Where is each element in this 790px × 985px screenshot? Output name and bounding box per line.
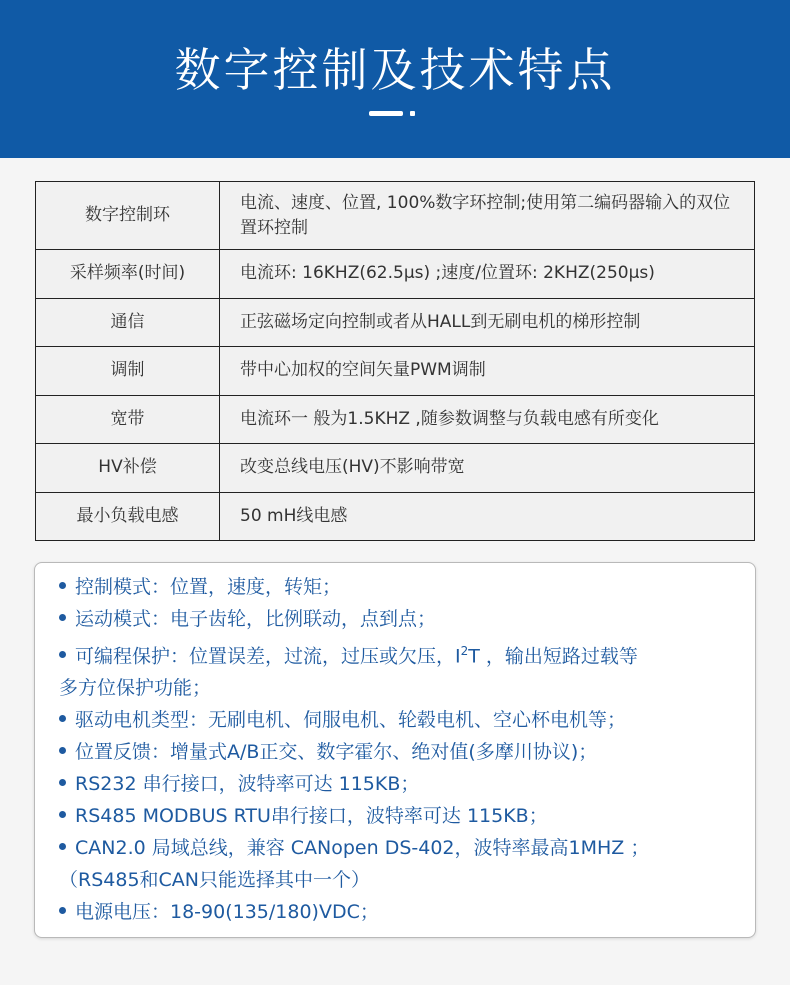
row-value: 正弦磁场定向控制或者从HALL到无刷电机的梯形控制 xyxy=(220,298,755,347)
bullet-icon xyxy=(59,582,66,589)
feature-text-continued: （RS485和CAN只能选择其中一个） xyxy=(59,869,371,892)
feature-text: 位置反馈：增量式A/B正交、数字霍尔、绝对值(多摩川协议)； xyxy=(75,741,598,764)
feature-text: 可编程保护：位置误差，过流，过压或欠压，I xyxy=(75,645,461,668)
feature-text-continued: 多方位保护功能； xyxy=(59,677,212,700)
bullet-icon xyxy=(59,843,66,850)
row-label: 通信 xyxy=(36,298,220,347)
row-value: 带中心加权的空间矢量PWM调制 xyxy=(220,347,755,396)
row-label: 数字控制环 xyxy=(36,182,220,250)
feature-text: RS232 串行接口，波特率可达 115KB； xyxy=(75,773,420,796)
table-row xyxy=(36,182,755,250)
spec-table xyxy=(35,181,755,541)
list-item xyxy=(59,768,737,800)
page-title: 数字控制及技术特点 xyxy=(174,43,616,97)
row-value: 改变总线电压(HV)不影响带宽 xyxy=(220,444,755,493)
row-label: 采样频率(时间) xyxy=(36,250,220,299)
title-underline-dot xyxy=(410,111,415,116)
list-item xyxy=(59,896,737,928)
bullet-icon xyxy=(59,811,66,818)
row-value: 电流环: 16KHZ(62.5μs) ;速度/位置环: 2KHZ(250μs) xyxy=(220,250,755,299)
row-label: 调制 xyxy=(36,347,220,396)
feature-text: 电源电压：18-90(135/180)VDC； xyxy=(75,901,379,924)
list-item xyxy=(59,800,737,832)
bullet-icon xyxy=(59,614,66,621)
row-value: 50 mH线电感 xyxy=(220,492,755,541)
feature-text: T ，输出短路过载等 xyxy=(468,645,638,668)
bullet-icon xyxy=(59,715,66,722)
row-label: 宽带 xyxy=(36,395,220,444)
feature-text: CAN2.0 局域总线，兼容 CANopen DS-402，波特率最高1MHZ ； xyxy=(75,837,650,860)
table-row xyxy=(36,347,755,396)
row-label: HV补偿 xyxy=(36,444,220,493)
title-underline xyxy=(369,111,403,116)
list-item xyxy=(59,704,737,736)
list-item xyxy=(59,832,737,896)
table-row xyxy=(36,298,755,347)
row-value: 电流、速度、位置, 100%数字环控制;使用第二编码器输入的双位置环控制 xyxy=(220,182,755,250)
list-item xyxy=(59,635,737,704)
list-item xyxy=(59,736,737,768)
superscript: 2 xyxy=(460,644,469,658)
feature-text: RS485 MODBUS RTU串行接口，波特率可达 115KB； xyxy=(75,805,548,828)
list-item xyxy=(59,603,737,635)
bullet-icon xyxy=(59,907,66,914)
table-row xyxy=(36,492,755,541)
bullet-icon xyxy=(59,779,66,786)
bullet-icon xyxy=(59,747,66,754)
feature-text: 控制模式：位置，速度，转矩； xyxy=(75,576,342,598)
row-label: 最小负载电感 xyxy=(36,492,220,541)
table-row xyxy=(36,250,755,299)
feature-text: 运动模式：电子齿轮，比例联动，点到点； xyxy=(75,608,437,630)
features-panel xyxy=(34,562,756,938)
table-row xyxy=(36,395,755,444)
table-row xyxy=(36,444,755,493)
list-item xyxy=(59,571,737,603)
row-value: 电流环一 般为1.5KHZ ,随参数调整与负载电感有所变化 xyxy=(220,395,755,444)
header-banner xyxy=(0,0,790,158)
feature-text: 驱动电机类型：无刷电机、伺服电机、轮毂电机、空心杯电机等； xyxy=(75,709,627,732)
bullet-icon xyxy=(59,651,66,658)
